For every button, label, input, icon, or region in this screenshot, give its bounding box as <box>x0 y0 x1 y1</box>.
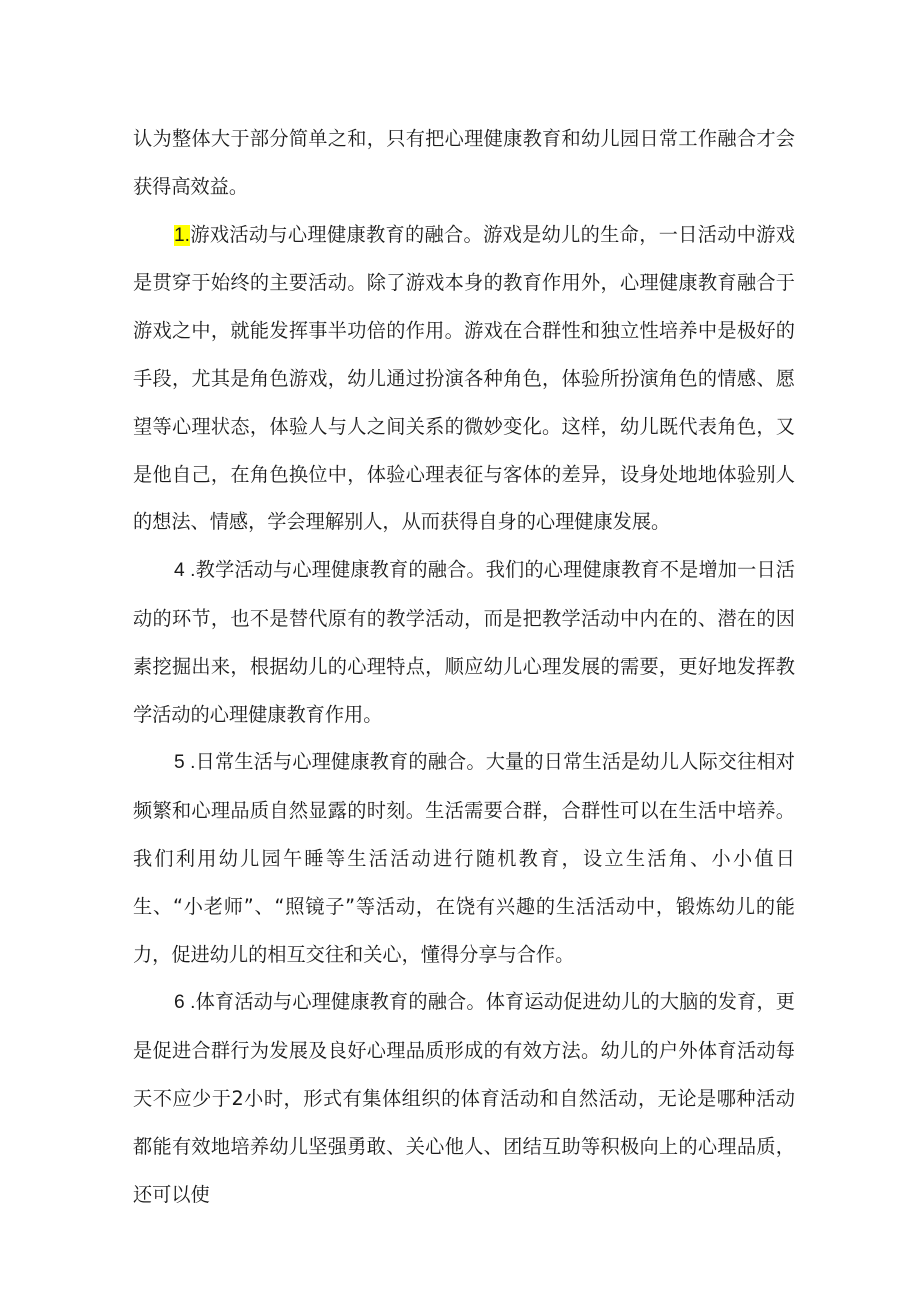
paragraph-sports-activities <box>133 978 795 1218</box>
paragraph-number: 5 . <box>174 752 196 774</box>
paragraph-number: 6 . <box>174 992 196 1014</box>
paragraph-number-highlighted: 1. <box>174 224 191 246</box>
paragraph-daily-life <box>133 738 795 978</box>
paragraph-intro-continuation <box>133 115 795 211</box>
paragraph-teaching-activities <box>133 546 795 738</box>
document-body <box>133 115 795 1218</box>
paragraph-text: 游戏活动与心理健康教育的融合。游戏是幼儿的生命，一日活动中游戏是贯穿于始终的主要活动。除了游戏本身的教育作用外，心理健康教育融合于游戏之中，就能发挥事半功倍的作用。游戏在合群性和独立性培养中是极好的手段，尤其是角色游戏，幼儿通过扮演各种角色，体验所扮演角色的情感、愿望等心理状态，体验人与人之间关系的微妙变化。这样，幼儿既代表角色，又是他自己，在角色换位中，体验心理表征与客体的差异，设身处地地体验别人的想法、情感，学会理解别人，从而获得自身的心理健康发展。 <box>133 222 795 534</box>
paragraph-text: 教学活动与心理健康教育的融合。我们的心理健康教育不是增加一日活动的环节，也不是替代原有的教学活动，而是把教学活动中内在的、潜在的因素挖掘出来，根据幼儿的心理特点，顺应幼儿心理发展的需要，更好地发挥教学活动的心理健康教育作用。 <box>133 558 795 726</box>
paragraph-text: 体育活动与心理健康教育的融合。体育运动促进幼儿的大脑的发育，更是促进合群行为发展及良好心理品质形成的有效方法。幼儿的户外体育活动每天不应少于2小时，形式有集体组织的体育活动和自然活动，无论是哪种活动都能有效地培养幼儿坚强勇敢、关心他人、团结互助等积极向上的心理品质，还可以使 <box>133 990 795 1206</box>
paragraph-text: 认为整体大于部分简单之和，只有把心理健康教育和幼儿园日常工作融合才会获得高效益。 <box>133 127 795 198</box>
paragraph-text: 日常生活与心理健康教育的融合。大量的日常生活是幼儿人际交往相对频繁和心理品质自然显露的时刻。生活需要合群，合群性可以在生活中培养。我们利用幼儿园午睡等生活活动进行随机教育，设立生活角、小小值日生、“小老师”、“照镜子”等活动，在饶有兴趣的生活活动中，锻炼幼儿的能力，促进幼儿的相互交往和关心，懂得分享与合作。 <box>133 750 795 966</box>
paragraph-number: 4 . <box>174 560 196 582</box>
paragraph-game-activities <box>133 211 795 547</box>
